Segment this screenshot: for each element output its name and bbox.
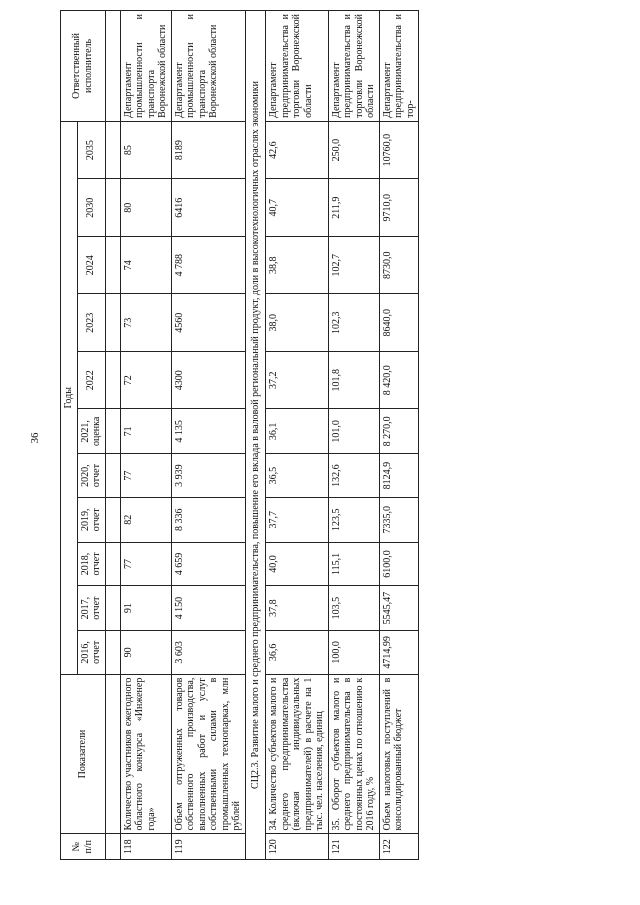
column-number-cell xyxy=(105,586,120,631)
value-cell: 102,7 xyxy=(328,236,379,294)
indicator-name: Объем отгруженных товаров собственного производства, выполненных работ и услуг собственными силами в промышленных технопарках, млн рублей xyxy=(171,674,245,834)
value-cell: 115,1 xyxy=(328,542,379,586)
indicator-name: Объем налоговых поступлений в консолидированный бюджет xyxy=(379,674,419,834)
value-cell: 4300 xyxy=(171,351,245,409)
page-number: 36 xyxy=(29,432,41,444)
responsible-cell: Департамент промышленности и транспорта Воронежской области xyxy=(120,11,171,122)
section-title: СЦ2.3. Развитие малого и среднего предпринимательства, повышение его вклада в валовой региональный продукт, доли в высокотехнологичных отраслях экономики xyxy=(245,11,266,860)
header-year: 2023 xyxy=(77,294,105,352)
value-cell: 37,2 xyxy=(266,351,329,409)
value-cell: 37,8 xyxy=(266,586,329,631)
header-year: 2016, отчет xyxy=(77,631,105,675)
value-cell: 8730,0 xyxy=(379,236,419,294)
row-number: 119 xyxy=(171,834,245,860)
value-cell: 8189 xyxy=(171,121,245,179)
column-number-cell xyxy=(105,674,120,834)
value-cell: 77 xyxy=(120,542,171,586)
value-cell: 103,5 xyxy=(328,586,379,631)
value-cell: 74 xyxy=(120,236,171,294)
header-indicator: Показатели xyxy=(61,674,106,834)
value-cell: 100,0 xyxy=(328,631,379,675)
table-body xyxy=(105,11,419,860)
responsible-cell: Департамент предпринимательства и торговли Воронежской области xyxy=(266,11,329,122)
table-row xyxy=(266,11,329,860)
value-cell: 36,1 xyxy=(266,409,329,454)
value-cell: 6100,0 xyxy=(379,542,419,586)
responsible-cell: Департамент предпринимательства и торговли Воронежской области xyxy=(328,11,379,122)
column-number-cell xyxy=(105,11,120,122)
section-row xyxy=(245,11,266,860)
header-responsible: Ответственный исполнитель xyxy=(61,11,106,122)
column-number-cell xyxy=(105,497,120,542)
value-cell: 6416 xyxy=(171,179,245,237)
value-cell: 36,6 xyxy=(266,631,329,675)
header-year: 2020, отчет xyxy=(77,454,105,498)
value-cell: 8 270,0 xyxy=(379,409,419,454)
value-cell: 80 xyxy=(120,179,171,237)
header-years: Годы xyxy=(61,121,78,674)
value-cell: 4 659 xyxy=(171,542,245,586)
header-year: 2030 xyxy=(77,179,105,237)
indicator-name: 34. Количество субъектов малого и среднего предпринимательства (включая индивидуальных предпринимателей) в расчете на 1 тыс. чел. населения, единиц xyxy=(266,674,329,834)
value-cell: 71 xyxy=(120,409,171,454)
value-cell: 250,0 xyxy=(328,121,379,179)
value-cell: 4560 xyxy=(171,294,245,352)
value-cell: 8124,9 xyxy=(379,454,419,498)
header-num: № п/п xyxy=(61,834,106,860)
header-year: 2017, отчет xyxy=(77,586,105,631)
value-cell: 10760,0 xyxy=(379,121,419,179)
row-number: 118 xyxy=(120,834,171,860)
value-cell: 7335,0 xyxy=(379,497,419,542)
value-cell: 72 xyxy=(120,351,171,409)
value-cell: 9710,0 xyxy=(379,179,419,237)
value-cell: 77 xyxy=(120,454,171,498)
column-number-cell xyxy=(105,179,120,237)
column-number-cell xyxy=(105,409,120,454)
value-cell: 8 336 xyxy=(171,497,245,542)
value-cell: 90 xyxy=(120,631,171,675)
table-row xyxy=(379,11,419,860)
header-year: 2021, оценка xyxy=(77,409,105,454)
value-cell: 4 788 xyxy=(171,236,245,294)
column-number-cell xyxy=(105,834,120,860)
indicators-table xyxy=(60,10,419,860)
responsible-cell: Департамент предпринимательства и тор- xyxy=(379,11,419,122)
column-number-cell xyxy=(105,121,120,179)
value-cell: 8 420,0 xyxy=(379,351,419,409)
header-year: 2019, отчет xyxy=(77,497,105,542)
header-row-1 xyxy=(61,11,78,860)
value-cell: 42,6 xyxy=(266,121,329,179)
column-number-cell xyxy=(105,236,120,294)
column-number-cell xyxy=(105,542,120,586)
indicator-name: Количество участников ежегодного областного конкурса «Инженер года» xyxy=(120,674,171,834)
value-cell: 37,7 xyxy=(266,497,329,542)
table-row xyxy=(171,11,245,860)
column-number-cell xyxy=(105,351,120,409)
value-cell: 91 xyxy=(120,586,171,631)
value-cell: 102,3 xyxy=(328,294,379,352)
row-number: 120 xyxy=(266,834,329,860)
value-cell: 38,0 xyxy=(266,294,329,352)
indicator-name: 35. Оборот субъектов малого и среднего предпринимательства в постоянных ценах по отношению к 2016 году, % xyxy=(328,674,379,834)
value-cell: 3 603 xyxy=(171,631,245,675)
column-number-cell xyxy=(105,294,120,352)
value-cell: 36,5 xyxy=(266,454,329,498)
row-number: 122 xyxy=(379,834,419,860)
value-cell: 4 135 xyxy=(171,409,245,454)
table-row xyxy=(120,11,171,860)
table-row xyxy=(328,11,379,860)
value-cell: 85 xyxy=(120,121,171,179)
value-cell: 73 xyxy=(120,294,171,352)
value-cell: 3 939 xyxy=(171,454,245,498)
value-cell: 4 150 xyxy=(171,586,245,631)
column-number-cell xyxy=(105,631,120,675)
value-cell: 5545,47 xyxy=(379,586,419,631)
header-year: 2018, отчет xyxy=(77,542,105,586)
value-cell: 4714,99 xyxy=(379,631,419,675)
responsible-cell: Департамент промышленности и транспорта Воронежской области xyxy=(171,11,245,122)
value-cell: 38,8 xyxy=(266,236,329,294)
header-year: 2024 xyxy=(77,236,105,294)
header-year: 2022 xyxy=(77,351,105,409)
value-cell: 8640,0 xyxy=(379,294,419,352)
column-number-cell xyxy=(105,454,120,498)
value-cell: 101,8 xyxy=(328,351,379,409)
header-year: 2035 xyxy=(77,121,105,179)
value-cell: 40,7 xyxy=(266,179,329,237)
value-cell: 211,9 xyxy=(328,179,379,237)
column-number-row xyxy=(105,11,120,860)
rotated-table-wrapper xyxy=(60,10,620,860)
value-cell: 40,0 xyxy=(266,542,329,586)
value-cell: 123,5 xyxy=(328,497,379,542)
value-cell: 101,0 xyxy=(328,409,379,454)
row-number: 121 xyxy=(328,834,379,860)
value-cell: 132,6 xyxy=(328,454,379,498)
value-cell: 82 xyxy=(120,497,171,542)
